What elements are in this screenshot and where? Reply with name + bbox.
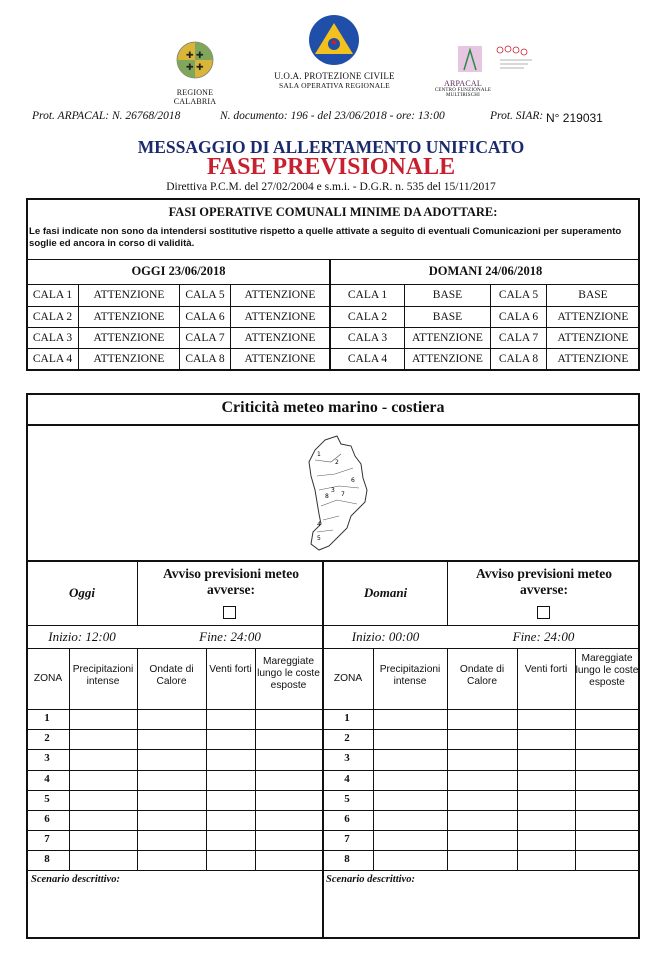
tomorrow-phase-cell: CALA 1: [347, 289, 388, 301]
map-zone-label-4: 4: [317, 521, 321, 528]
tomorrow-phase-cell: BASE: [432, 289, 463, 301]
tomorrow-zone-number: 6: [344, 813, 350, 825]
svg-text:✚: ✚: [186, 51, 194, 61]
today-phase-cell: CALA 2: [32, 311, 73, 323]
regione-calabria-logo: [160, 40, 230, 106]
tomorrow-phase-cell: CALA 6: [498, 311, 539, 323]
today-phase-cell: ATTENZIONE: [244, 332, 316, 344]
tomorrow-phase-cell: ATTENZIONE: [557, 353, 629, 365]
arpacal-emblem-icon: [428, 44, 538, 74]
tomorrow-end-time: Fine: 24:00: [512, 629, 575, 644]
today-phase-cell: ATTENZIONE: [93, 289, 165, 301]
tomorrow-col-header: Precipitazioni intense: [379, 664, 441, 687]
prot-siar-value: N° 219031: [546, 111, 603, 125]
tomorrow-phase-cell: ATTENZIONE: [557, 332, 629, 344]
today-day-label: Oggi: [69, 585, 95, 600]
tomorrow-zone-number: 4: [344, 773, 350, 785]
svg-text:✚: ✚: [196, 51, 204, 61]
phases-heading: FASI OPERATIVE COMUNALI MINIME DA ADOTTARE:: [168, 205, 498, 219]
tomorrow-phase-cell: BASE: [578, 289, 608, 301]
tomorrow-zone-number: 3: [344, 752, 350, 764]
today-end-time: Fine: 24:00: [199, 629, 261, 644]
protezione-civile-label-1: U.O.A. PROTEZIONE CIVILE: [274, 71, 395, 81]
phase-title: FASE PREVISIONALE: [206, 154, 456, 180]
today-phase-cell: ATTENZIONE: [93, 332, 165, 344]
tomorrow-phase-cell: CALA 2: [347, 311, 388, 323]
map-zone-label-8: 8: [325, 493, 329, 500]
today-zone-number: 8: [44, 853, 50, 865]
tomorrow-avviso-checkbox[interactable]: [537, 606, 550, 619]
protezione-civile-label-2: SALA OPERATIVA REGIONALE: [279, 81, 390, 90]
today-start-time: Inizio: 12:00: [48, 629, 116, 644]
tomorrow-zone-number: 7: [344, 833, 350, 845]
tomorrow-zone-number: 5: [344, 793, 350, 805]
tomorrow-phase-cell: CALA 3: [347, 332, 388, 344]
map-zone-label-1: 1: [317, 451, 321, 458]
today-col-header: Mareggiate lungo le coste esposte: [257, 656, 320, 691]
today-zone-number: 3: [44, 752, 50, 764]
map-zone-label-7: 7: [341, 491, 345, 498]
tomorrow-zone-number: 1: [344, 712, 350, 724]
today-phase-cell: ATTENZIONE: [244, 289, 316, 301]
today-zone-number: 1: [44, 712, 50, 724]
today-phase-cell: ATTENZIONE: [93, 311, 165, 323]
today-col-header: Precipitazioni intense: [72, 664, 134, 687]
today-scenario-label: Scenario descrittivo:: [31, 874, 120, 885]
regione-calabria-label: REGIONE CALABRIA: [173, 88, 217, 106]
message-title: MESSAGGIO DI ALLERTAMENTO UNIFICATO: [137, 137, 525, 157]
today-col-header: ZONA: [33, 673, 63, 684]
today-zone-number: 5: [44, 793, 50, 805]
prot-siar-label: Prot. SIAR:: [490, 110, 544, 122]
tomorrow-phase-cell: CALA 7: [498, 332, 539, 344]
map-zone-label-2: 2: [335, 459, 339, 466]
phases-note: Le fasi indicate non sono da intendersi sostitutive rispetto a quelle attivate a seguito di eventuali Comunicazioni per superamento soglie ed ancora in corso di validità.: [29, 226, 622, 249]
map-zone-label-5: 5: [317, 535, 321, 542]
directive-reference: Direttiva P.C.M. del 27/02/2004 e s.m.i. - D.G.R. n. 535 del 15/11/2017: [166, 181, 496, 193]
tomorrow-phase-cell: BASE: [432, 311, 463, 323]
today-phase-cell: CALA 4: [32, 353, 73, 365]
today-phase-cell: ATTENZIONE: [244, 353, 316, 365]
today-col-header: Venti forti: [209, 664, 252, 675]
today-avviso-checkbox[interactable]: [223, 606, 236, 619]
today-phase-cell: CALA 5: [185, 289, 225, 301]
today-phase-cell: ATTENZIONE: [93, 353, 165, 365]
today-phase-cell: CALA 7: [185, 332, 225, 344]
tomorrow-phase-cell: CALA 8: [498, 353, 539, 365]
tomorrow-zone-number: 8: [344, 853, 350, 865]
today-avviso-label: Avviso previsioni meteo avverse:: [163, 566, 299, 597]
tomorrow-start-time: Inizio: 00:00: [351, 629, 420, 644]
tomorrow-phase-cell: CALA 4: [347, 353, 388, 365]
tomorrow-phase-cell: ATTENZIONE: [412, 332, 483, 344]
today-phase-cell: CALA 1: [32, 289, 73, 301]
protezione-civile-emblem-icon: [262, 14, 407, 66]
tomorrow-col-header: Venti forti: [524, 664, 568, 675]
tomorrow-phase-cell: CALA 5: [498, 289, 539, 301]
tomorrow-day-label: Domani: [363, 585, 408, 600]
tomorrow-avviso-label: Avviso previsioni meteo avverse:: [476, 566, 612, 597]
prot-arpacal: Prot. ARPACAL: N. 26768/2018: [32, 110, 181, 122]
svg-text:✚: ✚: [196, 63, 204, 73]
map-zone-label-6: 6: [351, 477, 355, 484]
calabria-coastal-zones-map: [297, 432, 377, 557]
map-zone-label-3: 3: [331, 487, 335, 494]
tomorrow-phase-cell: ATTENZIONE: [557, 311, 629, 323]
today-zone-number: 6: [44, 813, 50, 825]
today-zone-number: 4: [44, 773, 50, 785]
tomorrow-col-header: Mareggiate lungo le coste esposte: [575, 653, 639, 688]
tomorrow-label: DOMANI 24/06/2018: [428, 264, 543, 278]
today-phase-cell: CALA 6: [185, 311, 225, 323]
protezione-civile-logo: [262, 14, 407, 94]
today-zone-number: 7: [44, 833, 50, 845]
svg-text:✚: ✚: [186, 63, 194, 73]
tomorrow-scenario-label: Scenario descrittivo:: [326, 874, 415, 885]
today-phase-cell: ATTENZIONE: [244, 311, 316, 323]
tomorrow-col-header: ZONA: [333, 673, 363, 684]
criticality-title: Criticità meteo marino - costiera: [221, 399, 445, 416]
tomorrow-phase-cell: ATTENZIONE: [412, 353, 483, 365]
regione-calabria-emblem-icon: [160, 40, 230, 80]
today-col-header: Ondate di Calore: [149, 664, 194, 687]
arpacal-logo: [428, 44, 538, 96]
today-phase-cell: CALA 8: [185, 353, 225, 365]
tomorrow-col-header: Ondate di Calore: [459, 664, 505, 687]
today-label: OGGI 23/06/2018: [131, 264, 226, 278]
arpacal-label-2: CENTRO FUNZIONALE MULTIRISCHI: [434, 88, 492, 98]
tomorrow-zone-number: 2: [344, 732, 350, 744]
today-zone-number: 2: [44, 732, 50, 744]
arpacal-label-1: ARPACAL: [443, 79, 482, 88]
document-number: N. documento: 196 - del 23/06/2018 - ore: 13:00: [220, 110, 445, 122]
today-phase-cell: CALA 3: [32, 332, 73, 344]
